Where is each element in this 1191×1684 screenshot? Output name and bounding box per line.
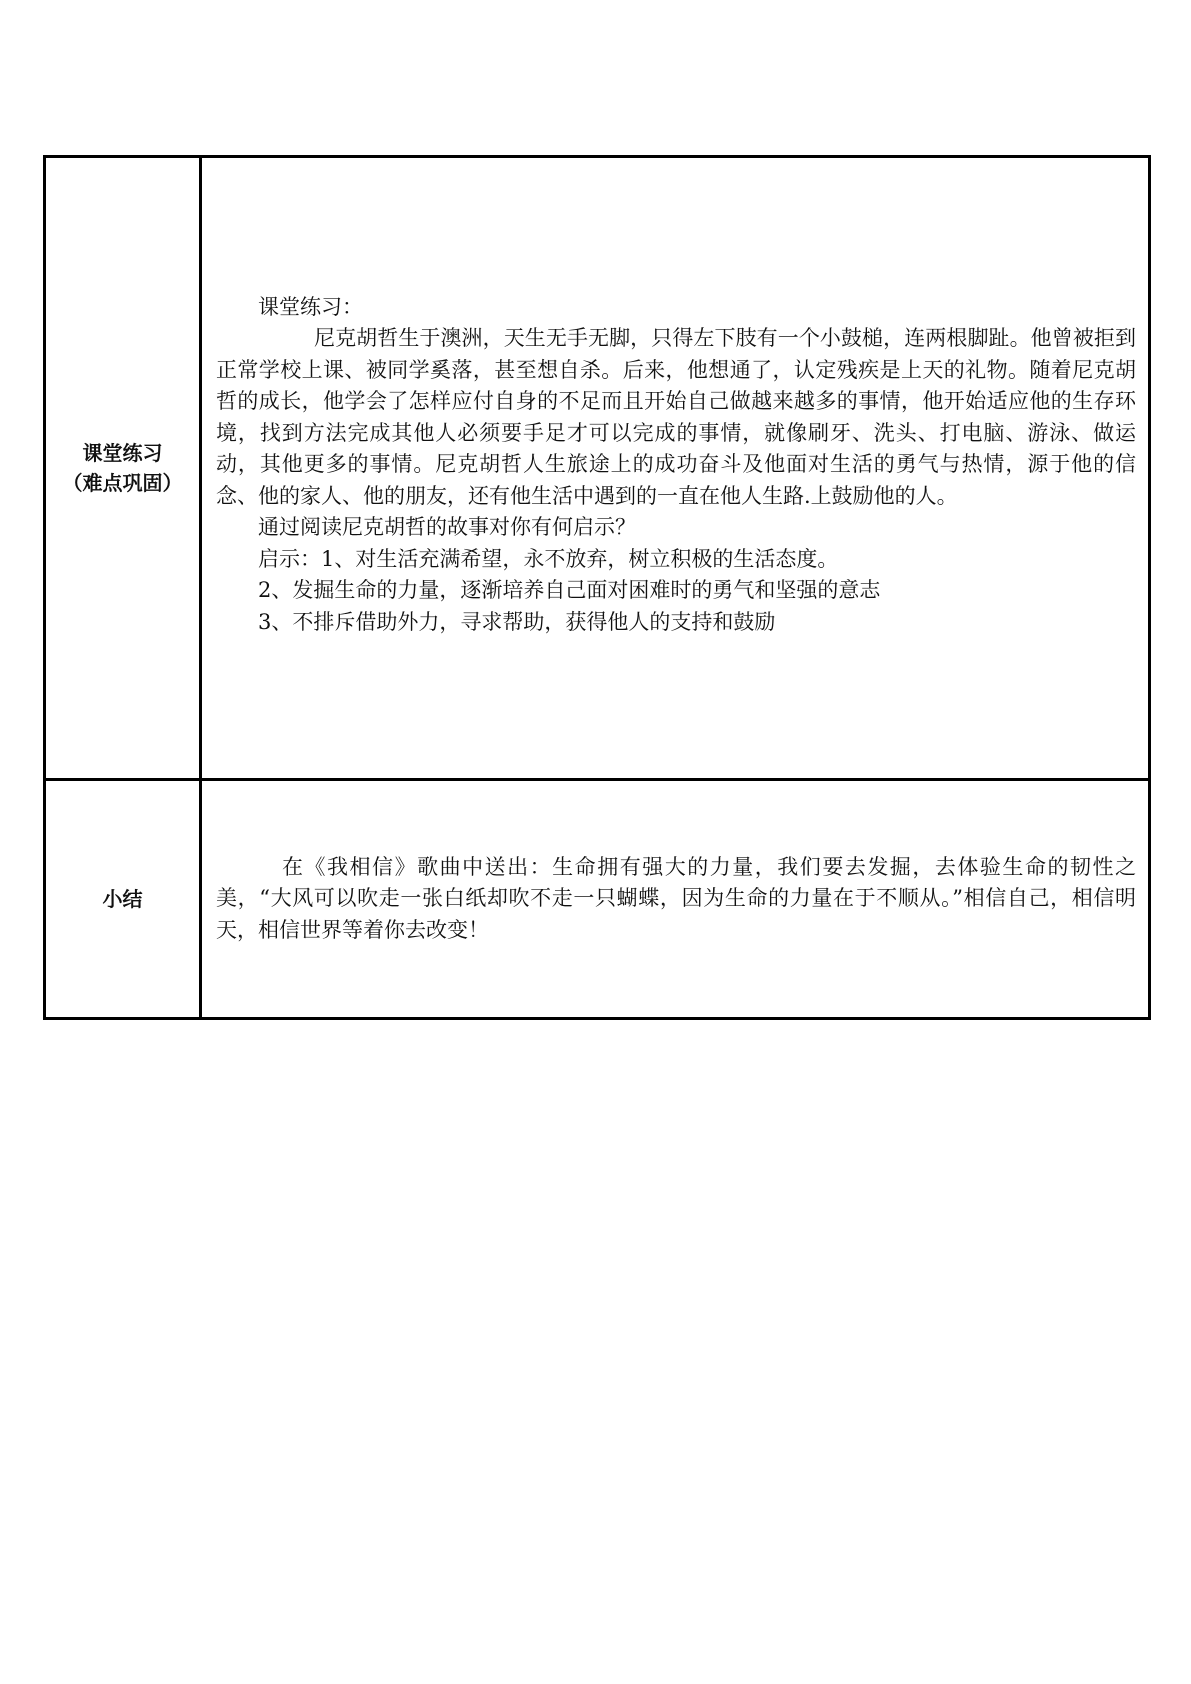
summary-label-cell: [45, 780, 201, 1019]
answer-item-2: 2、发掘生命的力量，逐渐培养自己面对困难时的勇气和坚强的意志: [258, 578, 881, 603]
practice-row: [45, 157, 1150, 780]
practice-label: 课堂练习: [82, 441, 163, 465]
practice-label-cell: [45, 157, 201, 780]
answer-item-3: 3、不排斥借助外力，寻求帮助，获得他人的支持和鼓励: [258, 609, 776, 634]
practice-content-cell: [201, 157, 1150, 780]
summary-row: [45, 780, 1150, 1019]
summary-paragraph: 在《我相信》歌曲中送出：生命拥有强大的力量，我们要去发掘，去体验生命的韧性之美，“大风可以吹走一张白纸却吹不走一只蝴蝶，因为生命的力量在于不顺从。”相信自己，相信明天，相信世界等着你去改变！: [216, 854, 1136, 942]
summary-content-cell: [201, 780, 1150, 1019]
practice-content: [216, 292, 1136, 639]
question-text: 通过阅读尼克胡哲的故事对你有何启示？: [258, 515, 636, 540]
story-paragraph: 尼克胡哲生于澳洲，天生无手无脚，只得左下肢有一个小鼓槌，连两根脚趾。他曾被拒到正常学校上课、被同学奚落，甚至想自杀。后来，他想通了，认定残疾是上天的礼物。随着尼克胡哲的成长，他学会了怎样应付自身的不足而且开始自己做越来越多的事情，他开始适应他的生存环境，找到方法完成其他人必须要手足才可以完成的事情，就像刷牙、洗头、打电脑、游泳、做运动，其他更多的事情。尼克胡哲人生旅途上的成功奋斗及他面对生活的勇气与热情，源于他的信念、他的家人、他的朋友，还有他生活中遇到的一直在他人生路.上鼓励他的人。: [216, 326, 1136, 508]
practice-sublabel: （难点巩固）: [62, 471, 183, 495]
lesson-table: [43, 155, 1151, 1020]
practice-heading: 课堂练习：: [258, 294, 363, 319]
summary-label: 小结: [102, 887, 143, 911]
answer-item-1: 启示：1、对生活充满希望，永不放弃，树立积极的生活态度。: [258, 546, 839, 571]
